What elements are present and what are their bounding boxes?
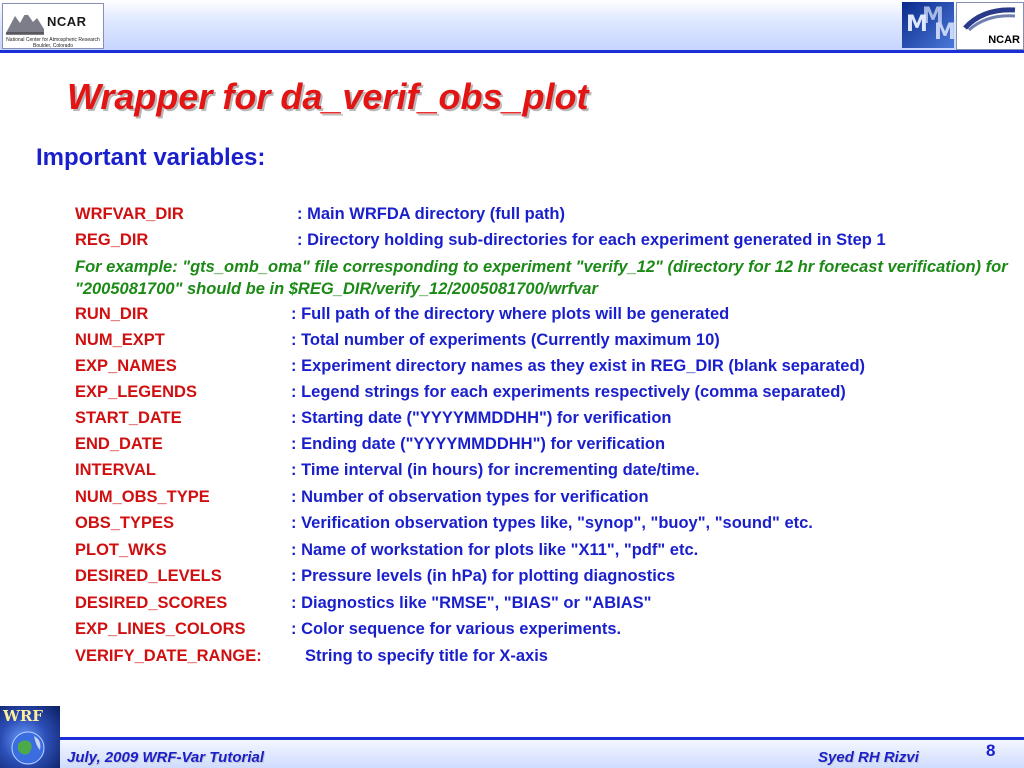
variable-name: NUM_OBS_TYPE — [75, 488, 210, 506]
variable-description: : Number of observation types for verification — [291, 488, 649, 506]
variable-name: WRFVAR_DIR — [75, 205, 184, 223]
page-number: 8 — [986, 741, 996, 760]
globe-icon — [6, 726, 54, 766]
ncar-logo-right-text: NCAR — [988, 34, 1020, 46]
variable-row — [75, 230, 886, 250]
mmm-logo-letter: M — [934, 20, 956, 45]
variable-name: REG_DIR — [75, 231, 149, 249]
variable-name: NUM_EXPT — [75, 331, 165, 349]
variable-description: : Full path of the directory where plots will be generated — [291, 305, 730, 323]
variable-description: : Experiment directory names as they exist in REG_DIR (blank separated) — [291, 357, 866, 375]
header-bar — [0, 0, 1024, 50]
variable-row — [75, 593, 652, 613]
variable-row — [75, 330, 720, 350]
ncar-logo-right — [956, 2, 1024, 50]
variable-name: EXP_NAMES — [75, 357, 177, 375]
variable-description: : Time interval (in hours) for incrementing date/time. — [291, 461, 700, 479]
wrf-logo-text: WRF — [3, 707, 43, 725]
mountain-logo-icon — [6, 7, 44, 35]
ncar-logo-text: NCAR — [47, 14, 87, 29]
variable-name: OBS_TYPES — [75, 514, 175, 532]
slide-subtitle: Important variables: — [36, 144, 266, 171]
variable-row — [75, 356, 866, 376]
variable-name: DESIRED_SCORES — [75, 594, 228, 612]
variable-name: PLOT_WKS — [75, 541, 167, 559]
ncar-logo-left — [2, 3, 104, 49]
variable-description: : Legend strings for each experiments respectively (comma separated) — [291, 383, 846, 401]
variable-name: EXP_LINES_COLORS — [75, 620, 246, 638]
variable-description: : Ending date ("YYYYMMDDHH") for verification — [291, 435, 666, 453]
variable-row — [75, 434, 666, 454]
variable-name: END_DATE — [75, 435, 163, 453]
variable-row — [75, 619, 622, 639]
variable-row — [75, 513, 813, 533]
variable-row — [75, 460, 700, 480]
slide-title: Wrapper for da_verif_obs_plot — [67, 76, 589, 117]
variable-description: : Starting date ("YYYYMMDDHH") for verification — [291, 409, 672, 427]
variable-description: : Pressure levels (in hPa) for plotting diagnostics — [291, 567, 676, 585]
variable-description: : Verification observation types like, "synop", "buoy", "sound" etc. — [291, 514, 813, 532]
header-divider — [0, 50, 1024, 53]
variable-row — [75, 566, 676, 586]
variable-row — [75, 204, 565, 224]
variable-description: : Total number of experiments (Currently maximum 10) — [291, 331, 720, 349]
variable-row — [75, 408, 672, 428]
wrf-logo — [0, 706, 60, 768]
variable-row — [75, 304, 730, 324]
variable-name: DESIRED_LEVELS — [75, 567, 222, 585]
variable-description: : Main WRFDA directory (full path) — [297, 205, 565, 223]
footer-author: Syed RH Rizvi — [818, 749, 919, 766]
variable-row — [75, 646, 548, 666]
variable-name: RUN_DIR — [75, 305, 149, 323]
ncar-swoosh-icon — [963, 6, 1017, 32]
variable-description: : Diagnostics like "RMSE", "BIAS" or "ABIAS" — [291, 594, 652, 612]
example-note: For example: "gts_omb_oma" file corresponding to experiment "verify_12" (directory for 12 hr forecast verification) for "2005081700" should be in $REG_DIR/verify_12/2005081700/wrfvar — [75, 258, 1008, 298]
variable-name: INTERVAL — [75, 461, 156, 479]
variable-row — [75, 487, 649, 507]
mmm-logo — [902, 2, 954, 48]
mmm-logo-letter: M — [906, 12, 928, 37]
variable-description: : Directory holding sub-directories for each experiment generated in Step 1 — [297, 231, 886, 249]
footer-event: July, 2009 WRF-Var Tutorial — [67, 749, 264, 766]
variable-row — [75, 540, 699, 560]
variable-name: START_DATE — [75, 409, 182, 427]
variable-name: VERIFY_DATE_RANGE: — [75, 647, 262, 665]
ncar-logo-subtext: National Center for Atmospheric Research Boulder, Colorado — [6, 37, 100, 49]
variable-description: : Name of workstation for plots like "X11", "pdf" etc. — [291, 541, 699, 559]
variable-description: : Color sequence for various experiments. — [291, 620, 622, 638]
variable-description: String to specify title for X-axis — [305, 647, 548, 665]
variable-name: EXP_LEGENDS — [75, 383, 197, 401]
variable-row — [75, 382, 846, 402]
mmm-logo-letter: M — [922, 4, 944, 29]
